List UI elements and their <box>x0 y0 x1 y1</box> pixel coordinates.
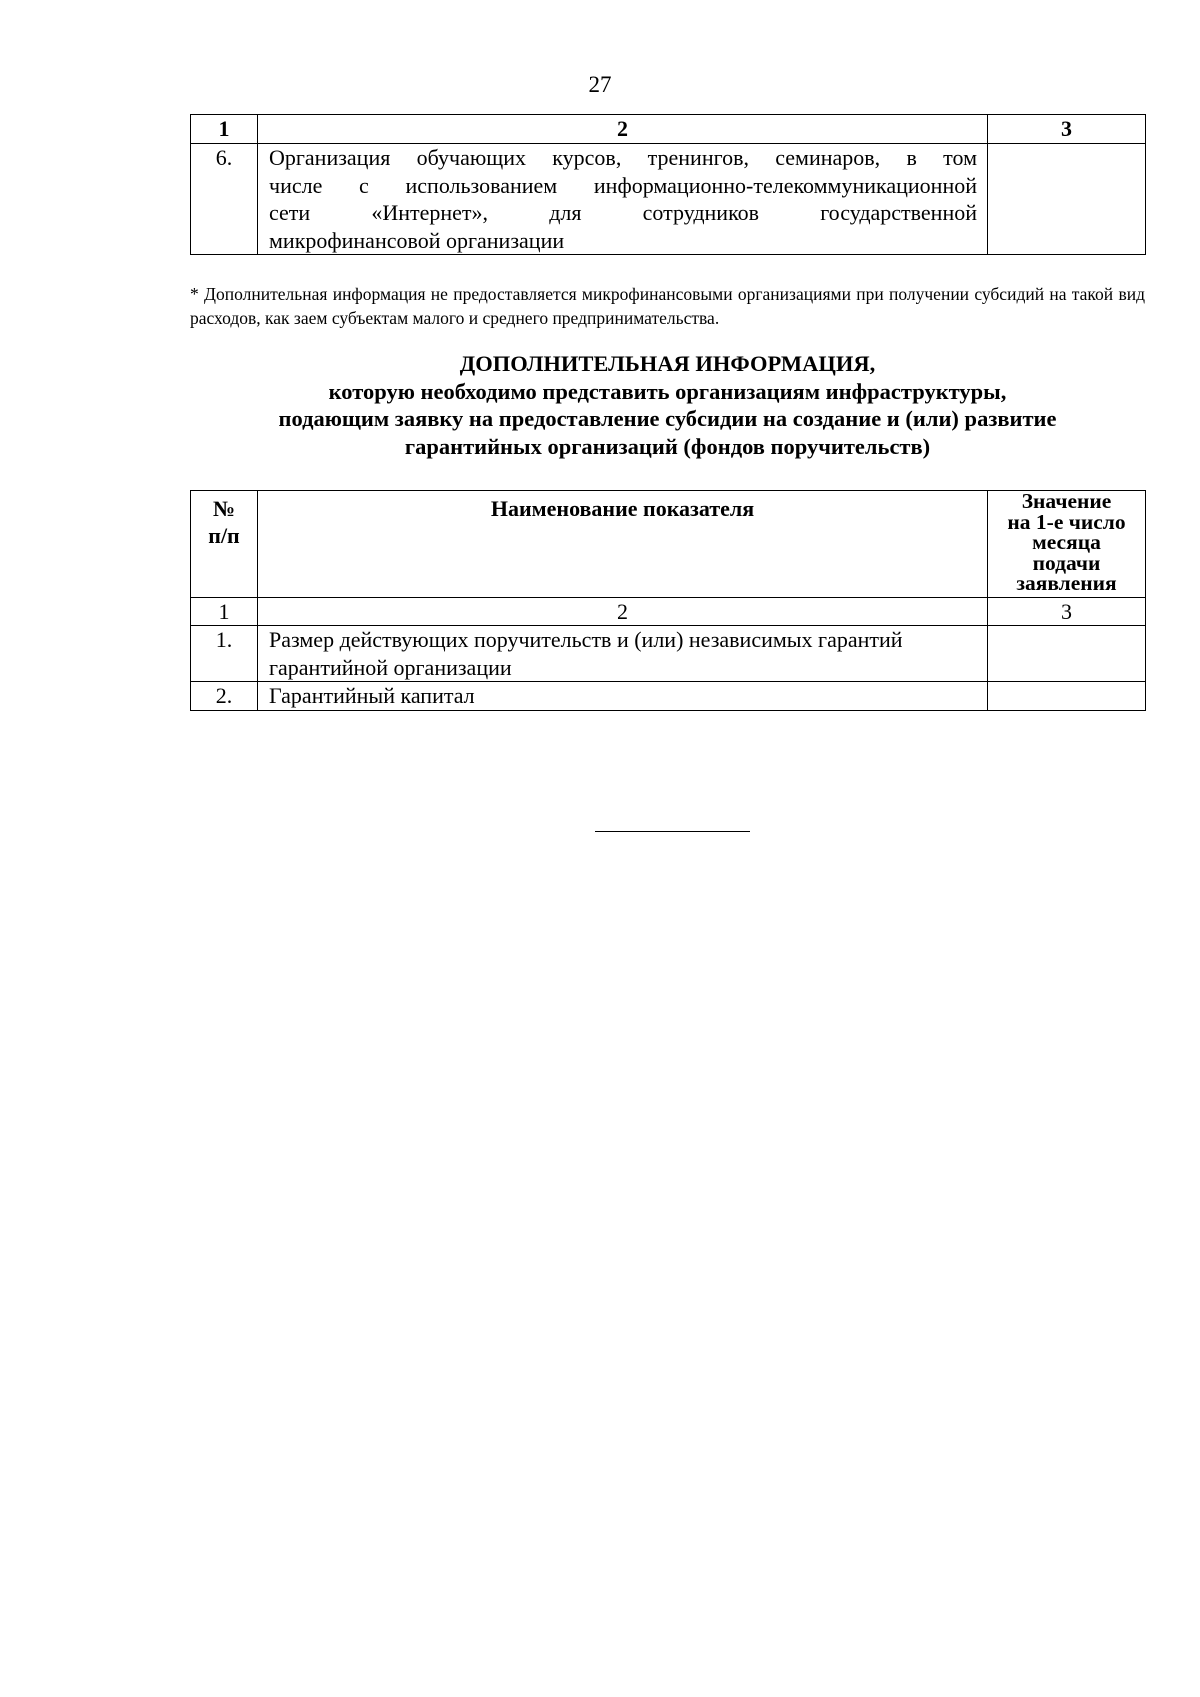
row-description-line: Размер действующих поручительств и (или) независимых гарантий <box>269 627 903 652</box>
index-cell-1: 1 <box>191 598 258 626</box>
row-description-line: гарантийной организации <box>269 654 512 680</box>
row-number: 2. <box>191 682 258 711</box>
header-cell-1: 1 <box>191 115 258 144</box>
table-row <box>191 682 1146 711</box>
row-description: Гарантийный капитал <box>258 682 988 711</box>
header-number-cell <box>191 491 258 598</box>
heading-subtitle-line: гарантийных организаций (фондов поручительств) <box>404 433 931 459</box>
row-number: 6. <box>191 144 258 255</box>
header-value-cell <box>988 491 1146 598</box>
header-number-sign: № <box>212 496 236 521</box>
header-value-line: на 1-е число <box>1007 509 1126 534</box>
guarantee-indicators-table <box>190 490 1146 711</box>
table-row <box>191 144 1146 255</box>
heading-subtitle-line: подающим заявку на предоставление субсидии на создание и (или) развитие <box>278 406 1057 431</box>
table-row <box>191 626 1146 682</box>
heading-title: ДОПОЛНИТЕЛЬНАЯ ИНФОРМАЦИЯ, <box>459 351 876 376</box>
section-heading <box>190 350 1145 460</box>
row-description <box>258 626 988 682</box>
header-value-line: подачи <box>1032 550 1101 575</box>
header-value-line: месяца <box>1032 530 1101 554</box>
row-value <box>988 682 1146 711</box>
header-number-abbr: п/п <box>208 523 240 548</box>
header-cell-2: 2 <box>258 115 988 144</box>
row-description-line: микрофинансовой организации <box>269 227 565 253</box>
separator-line <box>595 831 750 832</box>
row-value <box>988 626 1146 682</box>
row-description-line: Организация обучающих курсов, тренингов, семинаров, в том <box>269 145 977 170</box>
header-value-line: заявления <box>1016 571 1117 595</box>
row-number: 1. <box>191 626 258 682</box>
row-description <box>258 144 988 255</box>
index-cell-2: 2 <box>258 598 988 626</box>
header-value-line: Значение <box>1021 489 1112 513</box>
table-header-row <box>191 115 1146 144</box>
header-name-cell: Наименование показателя <box>258 491 988 598</box>
heading-subtitle-line: которую необходимо представить организациям инфраструктуры, <box>328 378 1007 404</box>
row-description-line: сети «Интернет», для сотрудников государственной <box>269 200 977 225</box>
table-index-row <box>191 598 1146 626</box>
header-cell-3: 3 <box>988 115 1146 144</box>
row-value <box>988 144 1146 255</box>
table-header-row <box>191 491 1146 598</box>
page-number: 27 <box>588 72 612 97</box>
footnote: * Дополнительная информация не предоставляется микрофинансовыми организациями при получении субсидий на такой вид расходов, как заем субъектам малого и среднего предпринимательства. <box>190 284 1145 328</box>
row-description-line: числе с использованием информационно-телекоммуникационной <box>269 172 977 198</box>
expenses-table <box>190 114 1146 255</box>
index-cell-3: 3 <box>988 598 1146 626</box>
